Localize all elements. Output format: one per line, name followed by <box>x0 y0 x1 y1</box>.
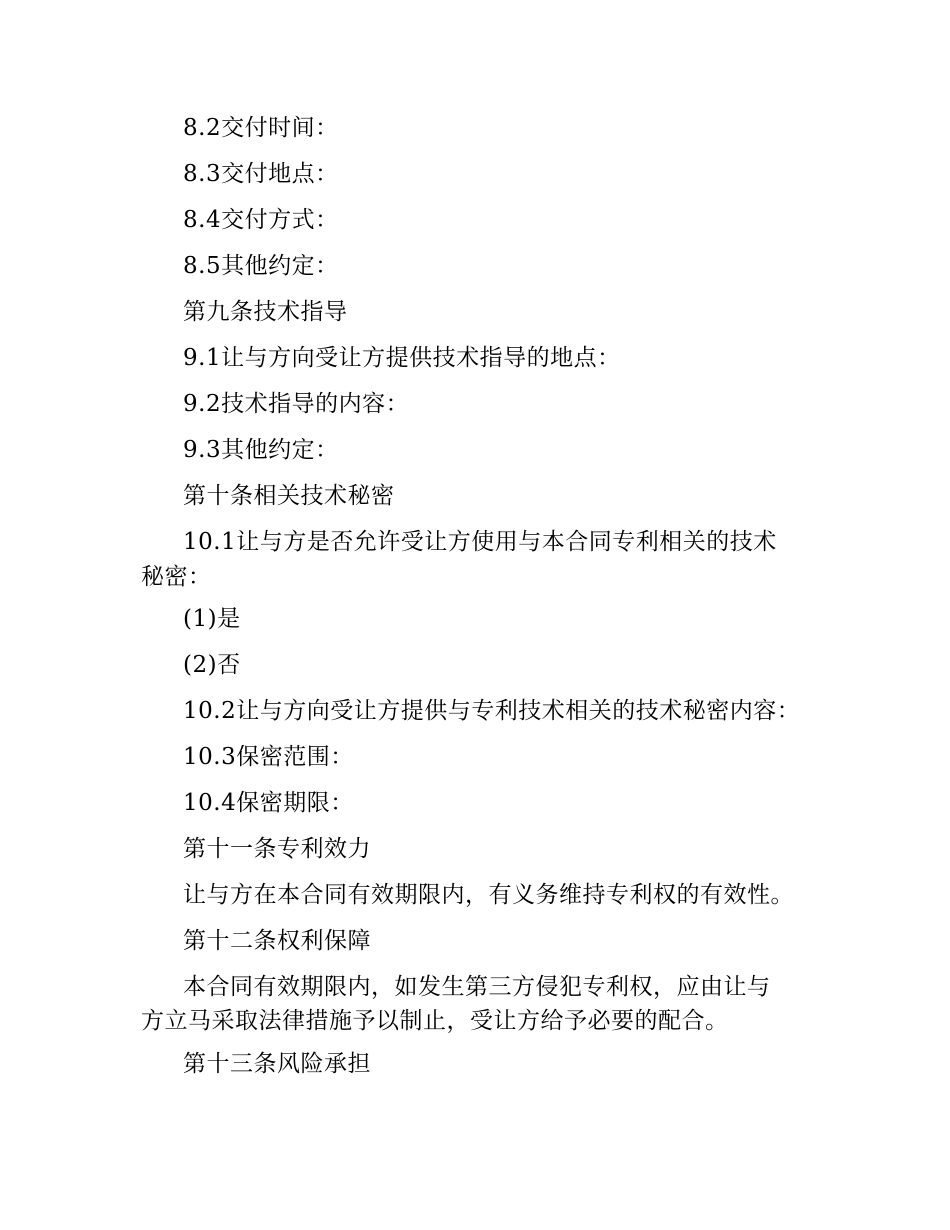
article-11-body: 让与方在本合同有效期限内，有义务维持专利权的有效性。 <box>183 882 794 908</box>
article-12-body-line-2: 方立马采取法律措施予以制止，受让方给予必要的配合。 <box>141 1008 729 1034</box>
clause-10-4: 10.4保密期限： <box>183 790 354 816</box>
article-12-body-line-1: 本合同有效期限内，如发生第三方侵犯专利权，应由让与 <box>183 974 771 1000</box>
clause-10-1-line-1: 10.1让与方是否允许受让方使用与本合同专利相关的技术 <box>183 529 777 555</box>
article-12-heading: 第十二条权利保障 <box>183 928 371 954</box>
article-13-heading: 第十三条风险承担 <box>183 1051 371 1077</box>
article-10-heading: 第十条相关技术秘密 <box>183 483 395 509</box>
clause-8-5: 8.5其他约定： <box>183 253 339 279</box>
clause-10-1-line-2: 秘密： <box>141 564 212 590</box>
clause-10-2: 10.2让与方向受让方提供与专利技术相关的技术秘密内容： <box>183 698 801 724</box>
article-11-heading: 第十一条专利效力 <box>183 836 371 862</box>
option-no: (2)否 <box>183 652 241 678</box>
article-9-heading: 第九条技术指导 <box>183 299 348 325</box>
clause-8-3: 8.3交付地点： <box>183 161 339 187</box>
clause-8-2: 8.2交付时间： <box>183 115 339 141</box>
clause-9-2: 9.2技术指导的内容： <box>183 391 410 417</box>
clause-8-4: 8.4交付方式： <box>183 207 339 233</box>
clause-10-3: 10.3保密范围： <box>183 744 354 770</box>
option-yes: (1)是 <box>183 606 241 632</box>
clause-9-1: 9.1让与方向受让方提供技术指导的地点： <box>183 345 621 371</box>
clause-9-3: 9.3其他约定： <box>183 437 339 463</box>
